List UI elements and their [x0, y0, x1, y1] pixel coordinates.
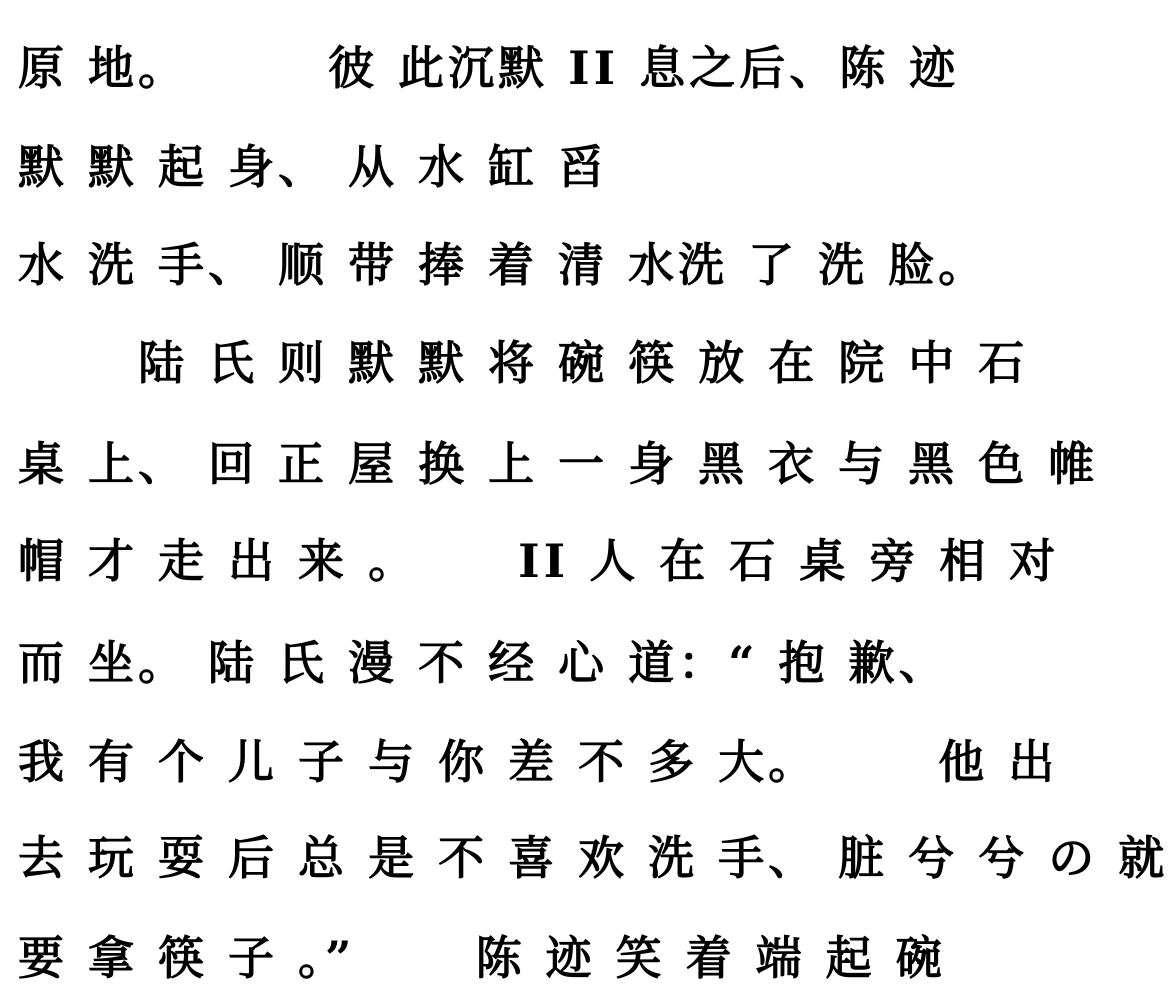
- text-line: 去 玩 耍 后 总 是 不 喜 欢 洗 手、 脏 兮 兮 の 就: [18, 831, 1168, 885]
- text-line: 原 地。 彼 此沉默 II 息之后、陈 迹: [18, 41, 960, 95]
- text-line: 要 拿 筷 子 。” 陈 迹 笑 着 端 起 碗: [18, 931, 946, 985]
- text-line: 默 默 起 身、 从 水 缸 舀: [18, 140, 609, 194]
- text-line: 陆 氏 则 默 默 将 碗 筷 放 在 院 中 石: [18, 336, 1029, 390]
- text-line: 我 有 个 儿 子 与 你 差 不 多 大。 他 出: [18, 735, 1059, 789]
- text-line: 而 坐。 陆 氏 漫 不 经 心 道：“ 抱 歉、: [18, 636, 949, 690]
- text-line: 桌 上、 回 正 屋 换 上 一 身 黑 衣 与 黑 色 帷: [18, 437, 1099, 491]
- text-line: 水 洗 手、 顺 带 捧 着 清 水洗 了 洗 脸。: [18, 238, 989, 292]
- text-line: 帽 才 走 出 来 。 II 人 在 石 桌 旁 相 对: [18, 534, 1060, 588]
